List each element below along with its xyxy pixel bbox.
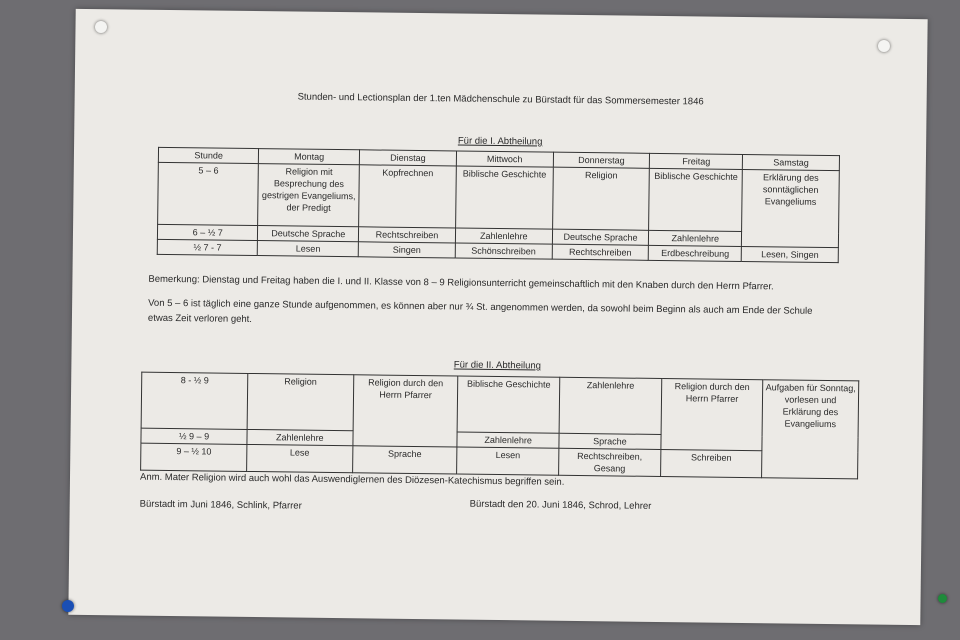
subject-cell: Rechtschreiben xyxy=(552,244,649,260)
time-cell: 8 - ½ 9 xyxy=(141,372,248,429)
schedule-table-2 xyxy=(140,372,859,480)
subject-cell: Biblische Geschichte xyxy=(455,166,553,229)
thumbtack-icon xyxy=(938,594,947,603)
subject-cell: Deutsche Sprache xyxy=(258,226,359,242)
header-cell: Stunde xyxy=(158,147,259,163)
signature-right: Bürstadt den 20. Juni 1846, Schrod, Lehrer xyxy=(469,498,652,512)
subject-cell: Zahlenlehre xyxy=(457,432,559,448)
subject-cell: Schreiben xyxy=(660,449,762,477)
header-cell: Mittwoch xyxy=(456,151,553,167)
annotation-note: Anm. Mater Religion wird auch wohl das Auswendiglernen des Diözesen-Katechismus begriffen sein. xyxy=(139,471,565,488)
paper-sheet xyxy=(68,9,927,625)
subject-cell: Kopfrechnen xyxy=(359,165,457,228)
subject-cell: Rechtschreiben xyxy=(359,227,456,243)
time-cell: ½ 7 - 7 xyxy=(157,239,258,255)
table-row xyxy=(141,372,859,437)
schedule-table-1 xyxy=(157,147,840,263)
subject-cell: Lesen, Singen xyxy=(741,246,838,262)
header-cell: Dienstag xyxy=(359,150,456,166)
subject-cell: Sprache xyxy=(352,446,457,474)
subject-cell: Religion xyxy=(247,373,353,430)
time-cell: 5 – 6 xyxy=(158,162,259,225)
document-title: Stunden- und Lectionsplan der 1.ten Mädchenschule zu Bürstadt für das Sommersemester 1846 xyxy=(297,91,704,108)
header-cell: Donnerstag xyxy=(553,152,650,168)
subject-cell: Rechtschreiben, Gesang xyxy=(558,448,660,476)
subject-cell: Religion mit Besprechung des gestrigen Evangeliums, der Predigt xyxy=(258,164,359,227)
subject-cell: Lesen xyxy=(258,241,359,257)
subject-cell: Zahlenlehre xyxy=(649,230,742,246)
subject-cell: Sprache xyxy=(559,433,661,449)
table-row xyxy=(158,162,840,232)
subject-cell: Lese xyxy=(247,444,353,472)
subject-cell: Schönschreiben xyxy=(455,243,552,259)
subject-cell: Lesen xyxy=(457,447,559,475)
header-cell: Montag xyxy=(259,149,360,165)
section1-heading: Für die I. Abtheilung xyxy=(457,135,543,148)
subject-cell: Aufgaben für Sonntag, vorlesen und Erklärung des Evangeliums xyxy=(762,380,859,479)
subject-cell: Deutsche Sprache xyxy=(552,229,649,245)
subject-cell: Zahlenlehre xyxy=(247,429,353,445)
header-cell: Freitag xyxy=(650,153,743,169)
time-cell: 9 – ½ 10 xyxy=(141,443,247,471)
thumbtack-icon xyxy=(878,40,890,52)
subject-cell: Religion durch den Herrn Pfarrer xyxy=(661,379,763,451)
remark-2: Von 5 – 6 ist täglich eine ganze Stunde aufgenommen, es können aber nur ¾ St. angenommen werden, da sowohl beim Beginn als auch am Ende der Schule etwas Zeit verloren geht. xyxy=(147,297,813,325)
time-cell: ½ 9 – 9 xyxy=(141,428,247,444)
thumbtack-icon xyxy=(95,21,107,33)
subject-cell: Zahlenlehre xyxy=(559,377,662,434)
time-cell: 6 – ½ 7 xyxy=(157,224,258,240)
thumbtack-icon xyxy=(62,600,74,612)
subject-cell: Singen xyxy=(358,242,455,258)
subject-cell: Biblische Geschichte xyxy=(458,376,560,433)
subject-cell: Erklärung des sonntäglichen Evangeliums xyxy=(742,169,840,247)
remark-1: Bemerkung: Dienstag und Freitag haben die I. und II. Klasse von 8 – 9 Religionsunterricht gemeinschaftlich mit den Knaben durch den Herrn Pfarrer. xyxy=(148,273,774,293)
subject-cell: Religion durch den Herrn Pfarrer xyxy=(352,375,458,447)
subject-cell: Erdbeschreibung xyxy=(649,245,742,261)
header-cell: Samstag xyxy=(743,154,840,170)
signature-left: Bürstadt im Juni 1846, Schlink, Pfarrer xyxy=(139,498,302,512)
subject-cell: Biblische Geschichte xyxy=(649,168,743,231)
subject-cell: Zahlenlehre xyxy=(455,228,552,244)
subject-cell: Religion xyxy=(552,167,650,230)
section2-heading: Für die II. Abtheilung xyxy=(453,359,542,372)
